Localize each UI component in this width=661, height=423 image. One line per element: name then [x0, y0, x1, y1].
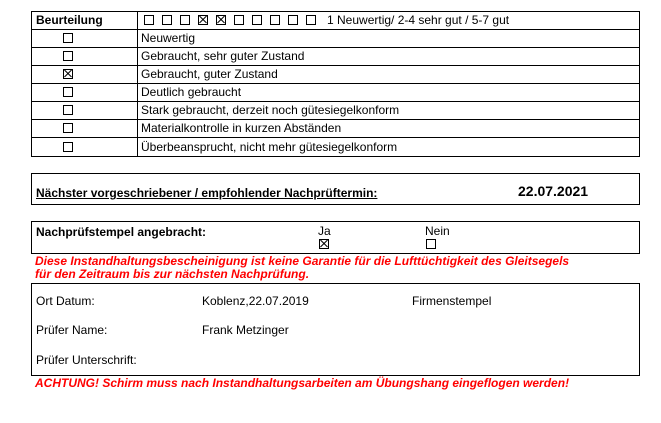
next-inspection-label: Nächster vorgeschriebener / empfohlender Nachprüftermin:	[36, 186, 378, 200]
rating-option-checkbox[interactable]	[63, 33, 73, 43]
rating-option-label: Stark gebraucht, derzeit noch gütesiegelkonform	[141, 103, 400, 117]
rating-option-label: Materialkontrolle in kurzen Abständen	[141, 121, 342, 135]
stamp-attached-label: Nachprüfstempel angebracht:	[36, 225, 207, 239]
rating-scale-checkbox[interactable]	[162, 15, 172, 25]
rating-option-label: Überbeansprucht, nicht mehr gütesiegelkonform	[141, 140, 398, 154]
rating-option-checkbox[interactable]	[63, 123, 73, 133]
rating-scale-checkbox[interactable]	[252, 15, 262, 25]
inspector-signature-label: Prüfer Unterschrift:	[36, 353, 137, 367]
rating-option-label: Gebraucht, guter Zustand	[141, 67, 278, 81]
place-date-value: Koblenz,22.07.2019	[202, 294, 309, 308]
rating-scale-legend: 1 Neuwertig/ 2-4 sehr gut / 5-7 gut	[327, 13, 510, 27]
stamp-attached-box	[31, 221, 640, 254]
warning-text: ACHTUNG! Schirm muss nach Instandhaltungsarbeiten am Übungshang eingeflogen werden!	[35, 376, 570, 390]
rating-scale-checkbox[interactable]	[234, 15, 244, 25]
disclaimer-line-2: für den Zeitraum bis zur nächsten Nachprüfung.	[35, 267, 310, 281]
place-date-label: Ort Datum:	[36, 294, 95, 308]
rating-option-checkbox[interactable]	[63, 105, 73, 115]
rating-scale-checkbox[interactable]	[270, 15, 280, 25]
rating-option-checkbox[interactable]	[63, 87, 73, 97]
rating-heading: Beurteilung	[36, 13, 103, 27]
rating-scale-checkbox[interactable]	[180, 15, 190, 25]
inspector-name-value: Frank Metzinger	[202, 323, 289, 337]
rating-scale-checkbox[interactable]	[288, 15, 298, 25]
inspector-name-label: Prüfer Name:	[36, 323, 108, 337]
rating-option-checkbox[interactable]	[63, 69, 73, 79]
disclaimer-line-1: Diese Instandhaltungsbescheinigung ist keine Garantie für die Lufttüchtigkeit des Gleitsegels	[35, 254, 570, 268]
next-inspection-date: 22.07.2021	[518, 183, 589, 199]
stamp-yes-checkbox[interactable]	[319, 239, 329, 249]
rating-option-label: Deutlich gebraucht	[141, 85, 242, 99]
rating-option-checkbox[interactable]	[63, 51, 73, 61]
rating-option-label: Gebraucht, sehr guter Zustand	[141, 49, 305, 63]
rating-scale-checkbox[interactable]	[306, 15, 316, 25]
rating-scale-checkbox[interactable]	[144, 15, 154, 25]
signature-box	[31, 283, 640, 376]
stamp-yes-label: Ja	[318, 224, 331, 238]
next-inspection-box	[31, 173, 640, 205]
rating-option-checkbox[interactable]	[63, 142, 73, 152]
rating-scale-checkbox[interactable]	[198, 15, 208, 25]
stamp-no-label: Nein	[425, 224, 450, 238]
rating-option-label: Neuwertig	[141, 31, 196, 45]
company-stamp-label: Firmenstempel	[412, 294, 492, 308]
rating-scale-checkbox[interactable]	[216, 15, 226, 25]
stamp-no-checkbox[interactable]	[426, 239, 436, 249]
